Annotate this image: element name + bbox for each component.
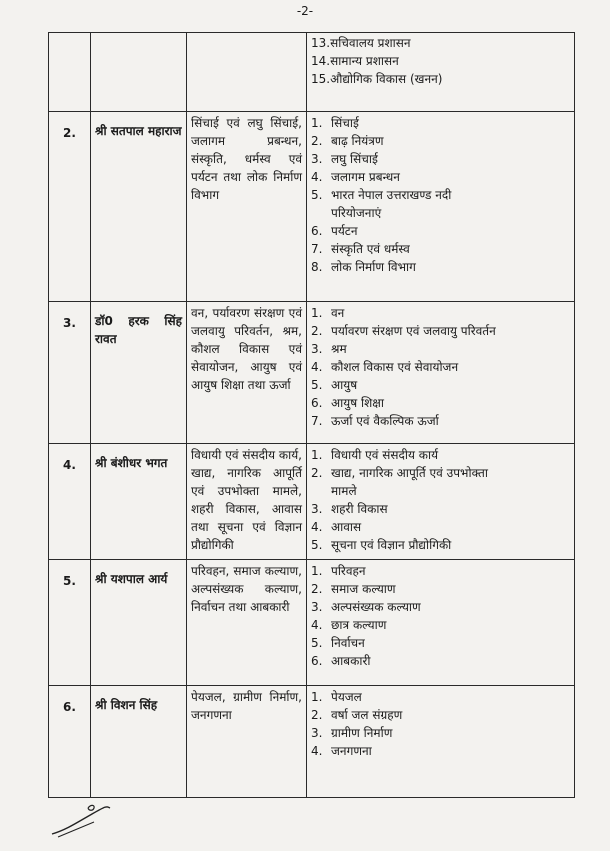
list-item: 4. जनगणना: [311, 744, 372, 758]
page-number: -2-: [296, 4, 314, 18]
departments-cell: [187, 560, 307, 686]
portfolio-list: [311, 114, 570, 276]
portfolio-list: [311, 688, 570, 760]
minister-name: श्री विशन सिंह: [91, 686, 187, 798]
minister-name: श्री सतपाल महाराज: [91, 112, 187, 302]
list-item: 6. पर्यटन: [311, 224, 358, 238]
portfolio-list-cell: [307, 112, 575, 302]
list-item: 4. छात्र कल्याण: [311, 618, 387, 632]
portfolio-list-cell: [307, 686, 575, 798]
list-item: 1. विधायी एवं संसदीय कार्य: [311, 448, 439, 462]
list-item: 5. भारत नेपाल उत्तराखण्ड नदी परियोजनाएं: [311, 188, 452, 220]
list-item: 1. परिवहन: [311, 564, 366, 578]
list-item: 7. ऊर्जा एवं वैकल्पिक ऊर्जा: [311, 414, 439, 428]
list-item: 6. आयुष शिक्षा: [311, 396, 384, 410]
departments-cell: [187, 33, 307, 112]
list-item: 3. ग्रामीण निर्माण: [311, 726, 393, 740]
portfolio-list-cell: [307, 33, 575, 112]
list-item: 3. लघु सिंचाई: [311, 152, 378, 166]
serial-cell: [49, 33, 91, 112]
portfolio-list: [311, 446, 570, 554]
list-item: 1. पेयजल: [311, 690, 362, 704]
list-item: 14.सामान्य प्रशासन: [311, 54, 399, 68]
list-item: 2. खाद्य, नागरिक आपूर्ति एवं उपभोक्ता मामले: [311, 466, 488, 498]
list-item: 5. निर्वाचन: [311, 636, 365, 650]
list-item: 4. जलागम प्रबन्धन: [311, 170, 400, 184]
serial-cell: 2.: [49, 112, 91, 302]
departments-cell: [187, 444, 307, 560]
minister-portfolio-table: [48, 32, 575, 798]
portfolio-list-cell: [307, 560, 575, 686]
list-item: 6. आबकारी: [311, 654, 371, 668]
table-row-minister-5: [49, 560, 575, 686]
departments-cell: [187, 686, 307, 798]
list-item: 7. संस्कृति एवं धर्मस्व: [311, 242, 410, 256]
list-item: 2. वर्षा जल संग्रहण: [311, 708, 403, 722]
list-item: 3. अल्पसंख्यक कल्याण: [311, 600, 421, 614]
table-row-minister-2: [49, 112, 575, 302]
serial-cell: 6.: [49, 686, 91, 798]
portfolio-list: [311, 562, 570, 670]
list-item: 8. लोक निर्माण विभाग: [311, 260, 416, 274]
list-item: 5. सूचना एवं विज्ञान प्रौद्योगिकी: [311, 538, 452, 552]
departments-text: पेयजल, ग्रामीण निर्माण, जनगणना: [191, 690, 302, 722]
list-item: 3. शहरी विकास: [311, 502, 388, 516]
departments-cell: [187, 302, 307, 444]
serial-cell: 4.: [49, 444, 91, 560]
list-item: 3. श्रम: [311, 342, 347, 356]
portfolio-list: [311, 304, 570, 430]
list-item: 2. बाढ़ नियंत्रण: [311, 134, 384, 148]
departments-text: सिंचाई एवं लघु सिंचाई, जलागम प्रबन्धन, संस्कृति, धर्मस्व एवं पर्यटन तथा लोक निर्माण विभाग: [191, 116, 302, 202]
departments-text: परिवहन, समाज कल्याण, अल्पसंख्यक कल्याण, निर्वाचन तथा आबकारी: [191, 564, 302, 614]
minister-name: श्री बंशीधर भगत: [91, 444, 187, 560]
serial-cell: 5.: [49, 560, 91, 686]
table-row-continuation: [49, 33, 575, 112]
departments-text: वन, पर्यावरण संरक्षण एवं जलवायु परिवर्तन, श्रम, कौशल विकास एवं सेवायोजन, आयुष एवं आयुष शिक्षा तथा ऊर्जा: [191, 306, 302, 392]
table-row-minister-6: [49, 686, 575, 798]
list-item: 4. आवास: [311, 520, 362, 534]
portfolio-list: [311, 34, 570, 88]
list-item: 5. आयुष: [311, 378, 358, 392]
portfolio-list-cell: [307, 302, 575, 444]
minister-name: डॉ0 हरक सिंह रावत: [91, 302, 187, 444]
list-item: 4. कौशल विकास एवं सेवायोजन: [311, 360, 459, 374]
departments-cell: [187, 112, 307, 302]
table-row-minister-4: [49, 444, 575, 560]
list-item: 2. समाज कल्याण: [311, 582, 396, 596]
portfolio-list-cell: [307, 444, 575, 560]
list-item: 15.औद्योगिक विकास (खनन): [311, 72, 443, 86]
list-item: 1. सिंचाई: [311, 116, 359, 130]
list-item: 2. पर्यावरण संरक्षण एवं जलवायु परिवर्तन: [311, 324, 496, 338]
departments-text: विधायी एवं संसदीय कार्य, खाद्य, नागरिक आपूर्ति एवं उपभोक्ता मामले, शहरी विकास, आवास तथा सूचना एवं विज्ञान प्रौद्योगिकी: [191, 448, 302, 552]
table-row-minister-3: [49, 302, 575, 444]
serial-cell: 3.: [49, 302, 91, 444]
list-item: 1. वन: [311, 306, 345, 320]
minister-name-cell: [91, 33, 187, 112]
list-item: 13.सचिवालय प्रशासन: [311, 36, 411, 50]
minister-name: श्री यशपाल आर्य: [91, 560, 187, 686]
handwritten-signature-icon: [48, 796, 128, 840]
